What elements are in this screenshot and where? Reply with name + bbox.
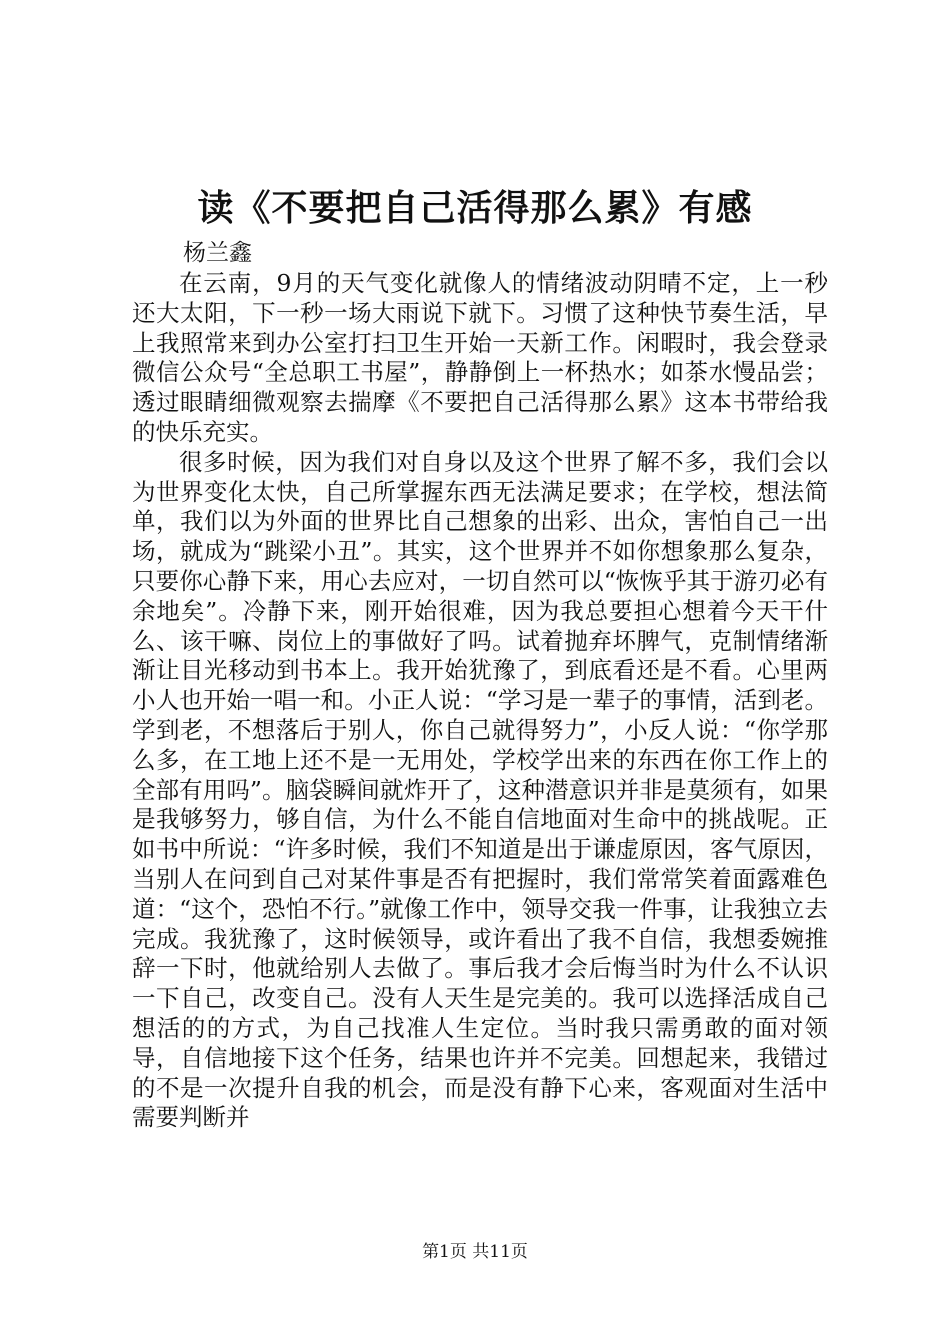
- paragraph-2: 很多时候，因为我们对自身以及这个世界了解不多，我们会以为世界变化太快，自己所掌握东西无法满足要求；在学校，想法简单，我们以为外面的世界比自己想象的出彩、出众，害怕自己一出场，就成为“跳梁小丑”。其实，这个世界并不如你想象那么复杂，只要你心静下来，用心去应对，一切自然可以“恢恢乎其于游刃必有余地矣”。冷静下来，刚开始很难，因为我总要担心想着今天干什么、该干嘛、岗位上的事做好了吗。试着抛弃坏脾气，克制情绪渐渐让目光移动到书本上。我开始犹豫了，到底看还是不看。心里两小人也开始一唱一和。小正人说：“学习是一辈子的事情，活到老。学到老，不想落后于别人，你自己就得努力”，小反人说：“你学那么多，在工地上还不是一无用处，学校学出来的东西在你工作上的全部有用吗”。脑袋瞬间就炸开了，这种潜意识并非是莫须有，如果是我够努力，够自信，为什么不能自信地面对生命中的挑战呢。正如书中所说：“许多时候，我们不知道是出于谦虚原因，客气原因，当别人在问到自己对某件事是否有把握时，我们常常笑着面露难色道：“这个，恐怕不行。”就像工作中，领导交我一件事，让我独立去完成。我犹豫了，这时候领导，或许看出了我不自信，我想委婉推辞一下时，他就给别人去做了。事后我才会后悔当时为什么不认识一下自己，改变自己。没有人天生是完美的。我可以选择活成自己想活的的方式，为自己找准人生定位。当时我只需勇敢的面对领导，自信地接下这个任务，结果也许并不完美。回想起来，我错过的不是一次提升自我的机会，而是没有静下心来，客观面对生活中需要判断并: [132, 447, 828, 1132]
- author-name: 杨兰鑫: [183, 240, 252, 266]
- document-body: [132, 269, 828, 1133]
- paragraph-1: 在云南，9月的天气变化就像人的情绪波动阴晴不定，上一秒还大太阳，下一秒一场大雨说下就下。习惯了这种快节奏生活，早上我照常来到办公室打扫卫生开始一天新工作。闲暇时，我会登录微信公众号“全总职工书屋”，静静倒上一杯热水；如茶水慢品尝；透过眼睛细微观察去揣摩《不要把自己活得那么累》这本书带给我的快乐充实。: [132, 269, 828, 446]
- page-number-footer: 第1页 共11页: [422, 1242, 528, 1262]
- document-title: 读《不要把自己活得那么累》有感: [197, 187, 753, 229]
